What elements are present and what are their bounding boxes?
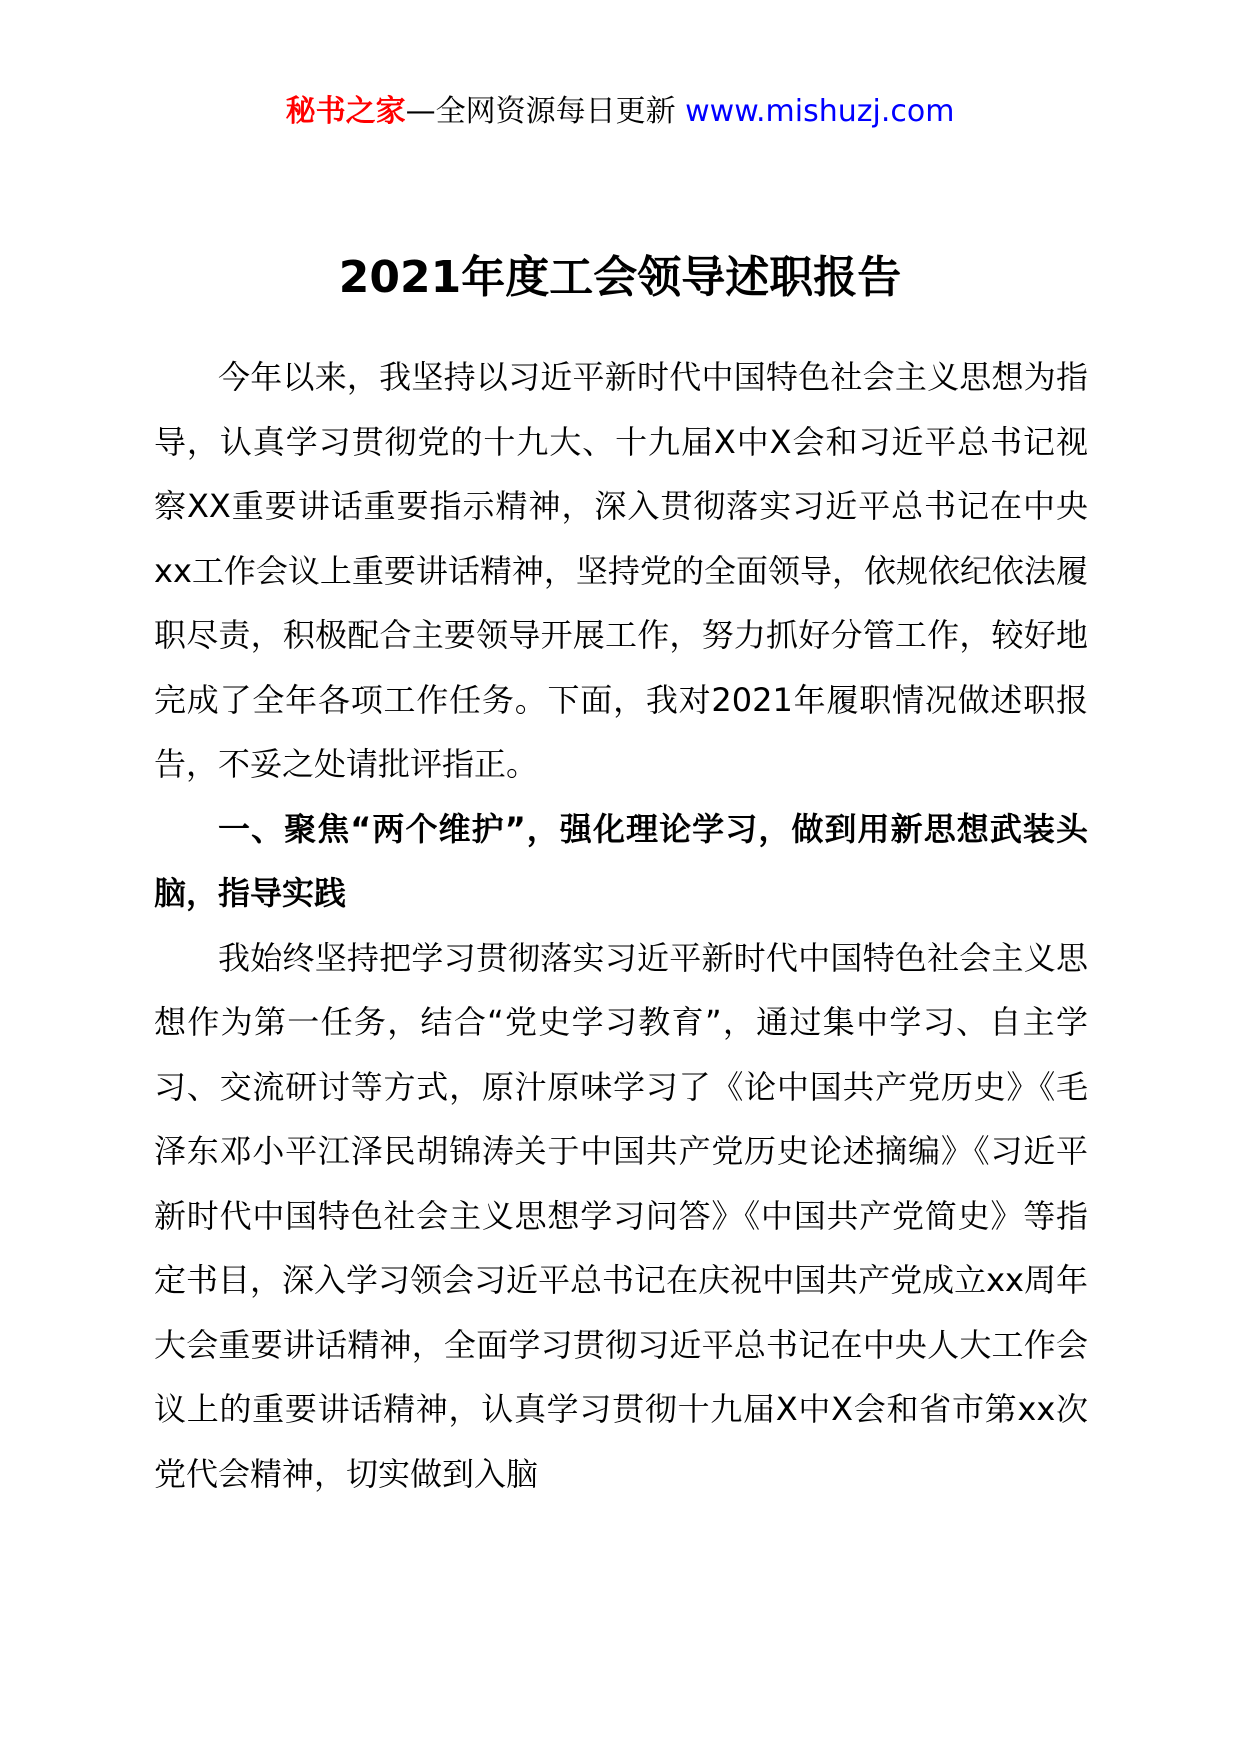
brand-name: 秘书之家 bbox=[285, 94, 406, 129]
document-title: 2021年度工会领导述职报告 bbox=[338, 252, 902, 303]
banner-tagline: —全网资源每日更新 bbox=[405, 94, 676, 129]
section-heading-1: 一、聚焦“两个维护”，强化理论学习，做到用新思想武装头脑，指导实践 bbox=[154, 809, 1088, 912]
document-body bbox=[154, 345, 1088, 1506]
paragraph-study: 我始终坚持把学习贯彻落实习近平新时代中国特色社会主义思想作为第一任务，结合“党史学习教育”，通过集中学习、自主学习、交流研讨等方式，原汁原味学习了《论中国共产党历史》《毛泽东邓小平江泽民胡锦涛关于中国共产党历史论述摘编》《习近平新时代中国特色社会主义思想学习问答》《中国共产党简史》等指定书目，深入学习领会习近平总书记在庆祝中国共产党成立xx周年大会重要讲话精神，全面学习贯彻习近平总书记在中央人大工作会议上的重要讲话精神，认真学习贯彻十九届X中X会和省市第xx次党代会精神，切实做到入脑 bbox=[154, 938, 1088, 1493]
site-url-link[interactable]: www.mishuzj.com bbox=[685, 94, 955, 129]
site-banner bbox=[0, 92, 1240, 132]
paragraph-intro: 今年以来，我坚持以习近平新时代中国特色社会主义思想为指导，认真学习贯彻党的十九大、十九届X中X会和习近平总书记视察XX重要讲话重要指示精神，深入贯彻落实习近平总书记在中央xx工作会议上重要讲话精神，坚持党的全面领导，依规依纪依法履职尽责，积极配合主要领导开展工作，努力抓好分管工作，较好地完成了全年各项工作任务。下面，我对2021年履职情况做述职报告，不妥之处请批评指正。 bbox=[154, 358, 1088, 783]
